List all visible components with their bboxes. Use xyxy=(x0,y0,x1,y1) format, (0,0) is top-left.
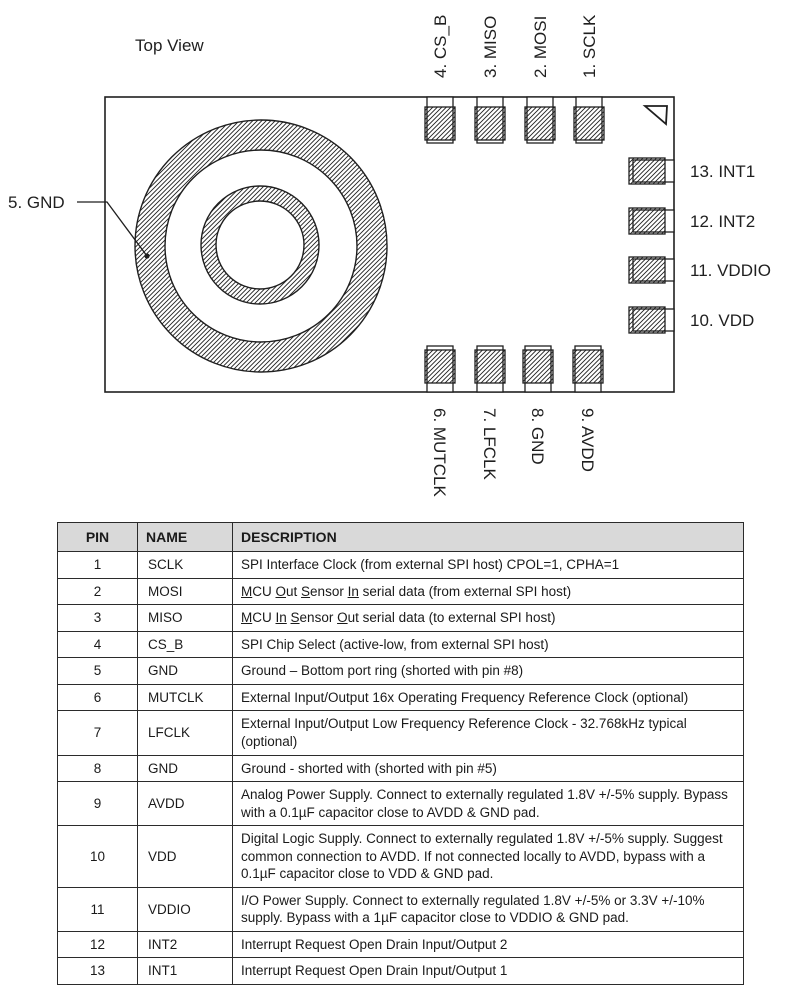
pin-cell: 4 xyxy=(58,631,138,658)
name-cell: MISO xyxy=(138,605,233,632)
pin-label-2-mosi: 2. MOSI xyxy=(531,15,550,78)
name-cell: AVDD xyxy=(138,782,233,826)
name-cell: VDD xyxy=(138,826,233,888)
pin-cell: 2 xyxy=(58,578,138,605)
description-cell: Ground – Bottom port ring (shorted with pin #8) xyxy=(233,658,744,685)
table-row xyxy=(58,958,744,985)
description-cell: External Input/Output 16x Operating Frequency Reference Clock (optional) xyxy=(233,684,744,711)
description-cell: Interrupt Request Open Drain Input/Output 1 xyxy=(233,958,744,985)
pin-label-10-vdd: 10. VDD xyxy=(690,311,755,330)
name-cell: INT2 xyxy=(138,931,233,958)
description-cell: I/O Power Supply. Connect to externally regulated 1.8V +/-5% or 3.3V +/-10% supply. Bypass with a 1µF capacitor close to VDDIO & GND pad. xyxy=(233,887,744,931)
description-cell: MCU In Sensor Out serial data (to external SPI host) xyxy=(233,605,744,632)
description-cell: SPI Interface Clock (from external SPI host) CPOL=1, CPHA=1 xyxy=(233,552,744,579)
pin-description-table xyxy=(57,522,744,985)
header-pin: PIN xyxy=(58,523,138,552)
diagram-title: Top View xyxy=(135,36,204,55)
pin-cell: 12 xyxy=(58,931,138,958)
description-cell: MCU Out Sensor In serial data (from external SPI host) xyxy=(233,578,744,605)
description-cell: SPI Chip Select (active-low, from external SPI host) xyxy=(233,631,744,658)
pin-label-8-gnd: 8. GND xyxy=(528,408,547,465)
table-header-row xyxy=(58,523,744,552)
table-row xyxy=(58,605,744,632)
pin-cell: 7 xyxy=(58,711,138,755)
pin-table-body xyxy=(58,552,744,985)
table-row xyxy=(58,711,744,755)
description-cell: Ground - shorted with (shorted with pin #5) xyxy=(233,755,744,782)
table-row xyxy=(58,552,744,579)
pin-label-6-mutclk: 6. MUTCLK xyxy=(430,408,449,497)
table-row xyxy=(58,931,744,958)
description-cell: External Input/Output Low Frequency Reference Clock - 32.768kHz typical (optional) xyxy=(233,711,744,755)
table-row xyxy=(58,631,744,658)
pin-label-9-avdd: 9. AVDD xyxy=(578,408,597,472)
pin-cell: 3 xyxy=(58,605,138,632)
header-description: DESCRIPTION xyxy=(233,523,744,552)
pin-cell: 10 xyxy=(58,826,138,888)
pin-cell: 6 xyxy=(58,684,138,711)
pin-cell: 1 xyxy=(58,552,138,579)
pin-cell: 11 xyxy=(58,887,138,931)
pin-label-1-sclk: 1. SCLK xyxy=(580,14,599,78)
table-row xyxy=(58,826,744,888)
table-row xyxy=(58,578,744,605)
pin-label-12-int2: 12. INT2 xyxy=(690,212,756,231)
pin-label-3-miso: 3. MISO xyxy=(481,15,500,78)
name-cell: LFCLK xyxy=(138,711,233,755)
name-cell: CS_B xyxy=(138,631,233,658)
name-cell: MUTCLK xyxy=(138,684,233,711)
bottom-port-ring-inner xyxy=(201,186,319,304)
pin-cell: 8 xyxy=(58,755,138,782)
name-cell: INT1 xyxy=(138,958,233,985)
name-cell: MOSI xyxy=(138,578,233,605)
pin-cell: 9 xyxy=(58,782,138,826)
table-row xyxy=(58,755,744,782)
name-cell: VDDIO xyxy=(138,887,233,931)
pin-label-13-int1: 13. INT1 xyxy=(690,162,756,181)
description-cell: Analog Power Supply. Connect to externally regulated 1.8V +/-5% supply. Bypass with a 0.1µF capacitor close to AVDD & GND pad. xyxy=(233,782,744,826)
table-row xyxy=(58,658,744,685)
name-cell: GND xyxy=(138,755,233,782)
pin-label-4-csb: 4. CS_B xyxy=(431,14,450,78)
description-cell: Interrupt Request Open Drain Input/Output 2 xyxy=(233,931,744,958)
description-cell: Digital Logic Supply. Connect to externally regulated 1.8V +/-5% supply. Suggest common connection to AVDD. If not connected locally to AVDD, bypass with a 0.1µF capacitor close to VDD & GND pad. xyxy=(233,826,744,888)
pin-label-5-gnd: 5. GND xyxy=(8,193,65,212)
name-cell: GND xyxy=(138,658,233,685)
pin-label-7-lfclk: 7. LFCLK xyxy=(480,408,499,480)
table-row xyxy=(58,782,744,826)
header-name: NAME xyxy=(138,523,233,552)
pin-cell: 5 xyxy=(58,658,138,685)
pin-label-11-vddio: 11. VDDIO xyxy=(690,261,771,280)
table-row xyxy=(58,887,744,931)
table-row xyxy=(58,684,744,711)
name-cell: SCLK xyxy=(138,552,233,579)
pin-cell: 13 xyxy=(58,958,138,985)
